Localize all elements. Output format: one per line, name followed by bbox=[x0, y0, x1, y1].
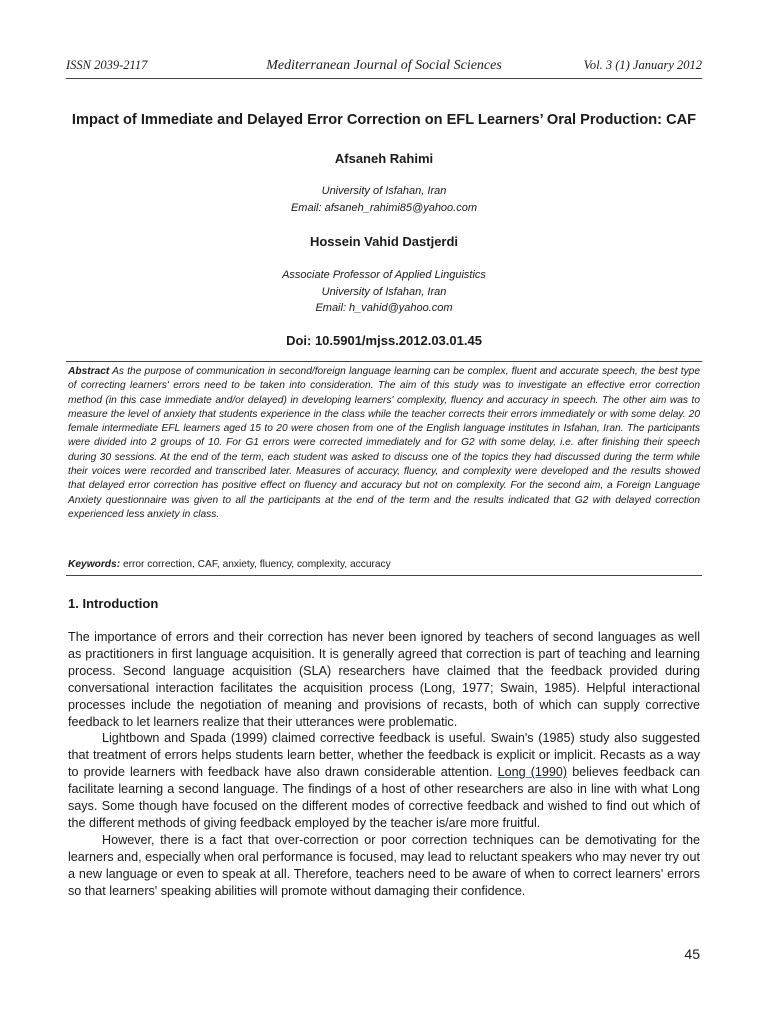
author-email-link[interactable]: Email: h_vahid@yahoo.com bbox=[315, 302, 453, 314]
citation-link-long-1990[interactable]: Long (1990) bbox=[497, 765, 568, 780]
paragraph: The importance of errors and their correction has never been ignored by teachers of second languages as well as practitioners in first language acquisition. It is generally agreed that correction is part of teaching and learning process. Second language acquisition (SLA) researchers have claimed that the feedback provided during conversational interaction facilitates the acquisition process (Long, 1977; Swain, 1985). Helpful interactional processes include the negotiation of meaning and provisions of recasts, both of which can supply corrective feedback to let learners realize that their utterances were problematic. bbox=[68, 630, 700, 729]
page-number: 45 bbox=[684, 946, 700, 962]
keywords-text: error correction, CAF, anxiety, fluency, complexity, accuracy bbox=[122, 559, 391, 570]
keywords bbox=[68, 559, 700, 570]
paper-title: Impact of Immediate and Delayed Error Correction on EFL Learners’ Oral Production: CAF bbox=[71, 112, 697, 128]
author-name-2: Hossein Vahid Dastjerdi bbox=[309, 234, 459, 249]
abstract bbox=[68, 365, 700, 522]
author-email-link[interactable]: Email: afsaneh_rahimi85@yahoo.com bbox=[290, 201, 478, 214]
keywords-label: Keywords: bbox=[68, 559, 121, 570]
affiliation-line: University of Isfahan, Iran bbox=[321, 285, 447, 298]
introduction-body bbox=[68, 629, 700, 900]
abstract-label: Abstract bbox=[68, 366, 110, 377]
doi[interactable]: Doi: 10.5901/mjss.2012.03.01.45 bbox=[286, 333, 482, 348]
author-affiliation-1 bbox=[0, 183, 768, 216]
keywords-bottom-divider bbox=[66, 575, 702, 576]
header-issn: ISSN 2039-2117 bbox=[66, 58, 148, 72]
author-affiliation-2 bbox=[0, 267, 768, 317]
header-volume: Vol. 3 (1) January 2012 bbox=[583, 58, 702, 72]
paragraph bbox=[68, 730, 700, 831]
affiliation-line: Associate Professor of Applied Linguistics bbox=[282, 269, 486, 281]
running-header bbox=[66, 56, 702, 79]
header-journal-name: Mediterranean Journal of Social Sciences bbox=[266, 58, 502, 73]
paragraph-text: believes feedback can facilitate learning a second language. The findings of a host of other researchers are also in line with what Long says. Some though have focused on the different modes of corrective feedback and wished to find out which of the different methods of giving feedback employed by the teacher is/are more fruitful. bbox=[68, 765, 701, 830]
affiliation-line: University of Isfahan, Iran bbox=[321, 185, 447, 197]
paragraph-text: Lightbown and Spada (1999) claimed corrective feedback is useful. Swain's (1985) study also suggested that treatment of errors helps students learn better, whether the feedback is explicit or implicit. Recasts as a way to provide learners with feedback have also drawn considerable attention. bbox=[68, 731, 700, 780]
abstract-text: As the purpose of communication in second/foreign language learning can be complex, fluent and accurate speech, the best type of correcting learners' errors need to be taken into consideration. The aim of this study was to investigate an effective error correction method (in this case immediate and/or delayed) in developing learners' complexity, fluency and accuracy in speech. The other aim was to measure the level of anxiety that students experience in the class while the teacher corrects their errors immediately or with some delay. 20 female intermediate EFL learners aged 15 to 20 were chosen from one of the English language institutes in Isfahan, Iran. The participants were divided into 2 groups of 10. For G1 errors were corrected immediately and for G2 with some delay, i.e. after finishing their speech during 30 sessions. At the end of the term, each student was asked to discuss one of the topics they had discussed during the term while their voices were recorded and transcribed later. Measures of accuracy, fluency, and complexity were developed and the results showed that delayed error correction has positive effect on fluency and accuracy but not on complexity. For the second aim, a Foreign Language Anxiety questionnaire was given to all the participants at the end of the term and the results indicated that G2 with delayed correction experienced less anxiety in class. bbox=[68, 366, 701, 520]
author-name-1: Afsaneh Rahimi bbox=[334, 151, 434, 166]
paragraph: However, there is a fact that over-correction or poor correction techniques can be demotivating for the learners and, especially when oral performance is focused, may lead to reluctant speakers who may never try out a new language or even to speak at all. Therefore, teachers need to be aware of when to correct learners' errors so that learners' speaking abilities will promote without damaging their confidence. bbox=[68, 832, 700, 898]
abstract-top-divider bbox=[66, 361, 702, 362]
section-heading-introduction: 1. Introduction bbox=[68, 596, 159, 611]
